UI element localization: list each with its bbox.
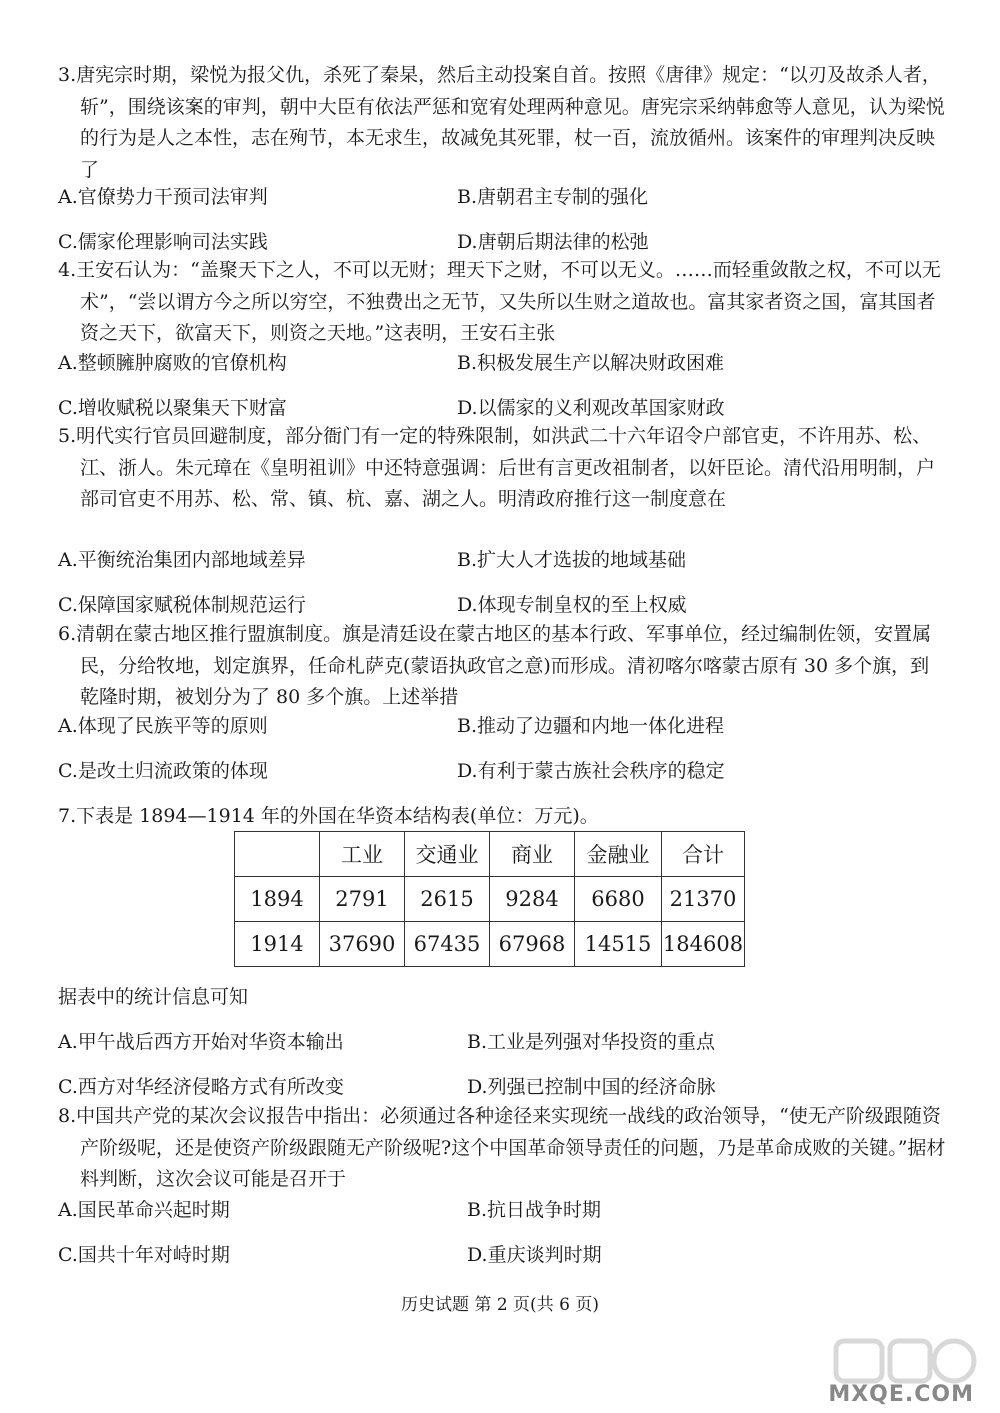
q8-option-d[interactable]: D.重庆谈判时期	[467, 1244, 602, 1266]
q7-option-d[interactable]: D.列强已控制中国的经济命脉	[467, 1076, 716, 1098]
question-3-stem: 3.唐宪宗时期，梁悦为报父仇，杀死了秦杲，然后主动投案自首。按照《唐律》规定：“以刃及故杀人者，斩”，围绕该案的审判，朝中大臣有依法严惩和宽宥处理两种意见。唐宪宗采纳韩愈等人意见，认为梁悦的行为是人之本性，志在殉节，本无求生，故减免其死罪，杖一百，流放循州。该案件的审理判决反映了	[58, 64, 945, 181]
table-cell: 1914	[235, 922, 320, 967]
q6-option-c[interactable]: C.是改土归流政策的体现	[58, 760, 268, 782]
table-header-cell: 合计	[662, 832, 745, 877]
table-cell: 184608	[662, 922, 745, 967]
q8-option-c[interactable]: C.国共十年对峙时期	[58, 1244, 230, 1266]
q8-option-b[interactable]: B.抗日战争时期	[467, 1199, 602, 1221]
q6-option-a[interactable]: A.体现了民族平等的原则	[58, 715, 268, 737]
q3-option-c[interactable]: C.儒家伦理影响司法实践	[58, 231, 268, 253]
q5-option-c[interactable]: C.保障国家赋税体制规范运行	[58, 594, 306, 616]
question-8	[58, 1101, 948, 1196]
q3-option-d[interactable]: D.唐朝后期法律的松弛	[457, 231, 649, 253]
question-5	[58, 421, 948, 516]
page-footer: 历史试题 第 2 页(共 6 页)	[401, 1295, 599, 1315]
table-header-row	[235, 832, 745, 877]
q4-option-d[interactable]: D.以儒家的义利观改革国家财政	[457, 397, 725, 419]
table-cell: 9284	[490, 877, 575, 922]
question-6-stem: 6.清朝在蒙古地区推行盟旗制度。旗是清廷设在蒙古地区的基本行政、军事单位，经过编制佐领，安置属民，分给牧地，划定旗界，任命札萨克(蒙语执政官之意)而形成。清初喀尔喀蒙古原有 30 多个旗，到乾隆时期，被划分为了 80 多个旗。上述举措	[58, 623, 932, 708]
q3-option-a[interactable]: A.官僚势力干预司法审判	[58, 186, 268, 208]
table-cell: 21370	[662, 877, 745, 922]
table-header-cell	[235, 832, 320, 877]
watermark-text: MXQE.COM	[828, 1382, 974, 1407]
q7-option-a[interactable]: A.甲午战后西方开始对华资本输出	[58, 1031, 344, 1053]
q8-option-a[interactable]: A.国民革命兴起时期	[58, 1199, 230, 1221]
table-cell: 37690	[320, 922, 405, 967]
q7-option-c[interactable]: C.西方对华经济侵略方式有所改变	[58, 1076, 344, 1098]
table-cell: 14515	[575, 922, 662, 967]
question-8-stem: 8.中国共产党的某次会议报告中指出：必须通过各种途径来实现统一战线的政治领导，“使无产阶级跟随资产阶级呢，还是使资产阶级跟随无产阶级呢?这个中国革命领导责任的问题，乃是革命成败的关键。”据材料判断，这次会议可能是召开于	[58, 1105, 946, 1190]
q4-option-a[interactable]: A.整顿臃肿腐败的官僚机构	[58, 352, 287, 374]
table-cell: 67968	[490, 922, 575, 967]
table-cell: 6680	[575, 877, 662, 922]
q4-option-b[interactable]: B.积极发展生产以解决财政困难	[457, 352, 725, 374]
table-cell: 67435	[405, 922, 490, 967]
q5-option-b[interactable]: B.扩大人才选拔的地域基础	[457, 549, 687, 571]
question-4	[58, 255, 948, 350]
question-7-stem: 7.下表是 1894—1914 年的外国在华资本结构表(单位：万元)。	[58, 805, 599, 827]
table-row	[235, 877, 745, 922]
question-4-stem: 4.王安石认为：“盖聚天下之人，不可以无财；理天下之财，不可以无义。……而轻重敛散之权，不可以无术”，“尝以谓方今之所以穷空，不独费出之无节，又失所以生财之道故也。富其家者资之国，富其国者资之天下，欲富天下，则资之天地。”这表明，王安石主张	[58, 259, 941, 344]
q5-option-d[interactable]: D.体现专制皇权的至上权威	[457, 594, 687, 616]
table-cell: 1894	[235, 877, 320, 922]
question-3	[58, 60, 948, 186]
table-row	[235, 922, 745, 967]
table-cell: 2791	[320, 877, 405, 922]
q5-option-a[interactable]: A.平衡统治集团内部地域差异	[58, 549, 306, 571]
question-7-prompt: 据表中的统计信息可知	[58, 986, 249, 1008]
question-6	[58, 619, 948, 714]
question-5-stem: 5.明代实行官员回避制度，部分衙门有一定的特殊限制，如洪武二十六年诏令户部官吏，不许用苏、松、江、浙人。朱元璋在《皇明祖训》中还特意强调：后世有言更改祖制者，以奸臣论。清代沿用明制，户部司官吏不用苏、松、常、镇、杭、嘉、湖之人。明清政府推行这一制度意在	[58, 425, 936, 510]
q3-option-b[interactable]: B.唐朝君主专制的强化	[457, 186, 649, 208]
table-header-cell: 金融业	[575, 832, 662, 877]
table-header-cell: 工业	[320, 832, 405, 877]
table-header-cell: 交通业	[405, 832, 490, 877]
q6-option-b[interactable]: B.推动了边疆和内地一体化进程	[457, 715, 725, 737]
q7-option-b[interactable]: B.工业是列强对华投资的重点	[467, 1031, 716, 1053]
q4-option-c[interactable]: C.增收赋税以聚集天下财富	[58, 397, 287, 419]
q6-option-d[interactable]: D.有利于蒙古族社会秩序的稳定	[457, 760, 725, 782]
table-cell: 2615	[405, 877, 490, 922]
foreign-capital-table	[234, 831, 745, 967]
table-header-cell: 商业	[490, 832, 575, 877]
